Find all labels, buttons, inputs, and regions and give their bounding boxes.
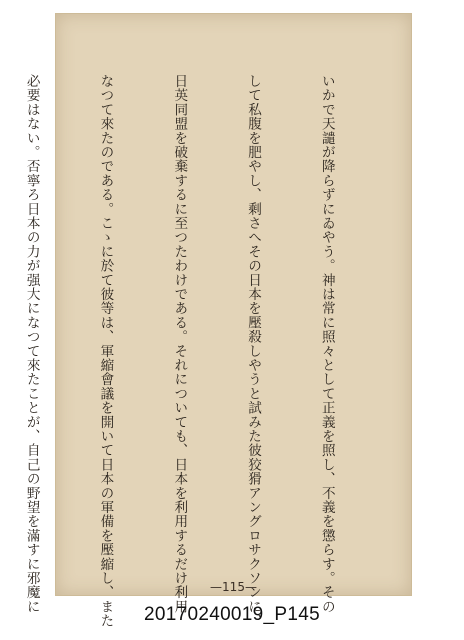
text-column: なつて來たのである。こゝに於て彼等は、軍縮會議を開いて日本の軍備を壓縮し、また <box>97 74 114 628</box>
text-column: いかで天譴が降らずにゐやう。神は常に照々として正義を照し、不義を懲らす。その <box>318 74 335 614</box>
image-caption: 20170240019_P145 <box>144 604 320 625</box>
text-column: 日英同盟を破棄するに至つたわけである。それについても、日本を利用するだけ利用 <box>171 74 188 614</box>
page-number: —115— <box>210 580 257 594</box>
text-column: して私腹を肥やし、剩さへその日本を壓殺しやうと試みた彼狡猾アングロサクソンに、 <box>245 74 262 628</box>
text-column: 必要はない。否寧ろ日本の力が强大になつて來たことが、自己の野望を滿すに邪魔に <box>23 74 40 614</box>
